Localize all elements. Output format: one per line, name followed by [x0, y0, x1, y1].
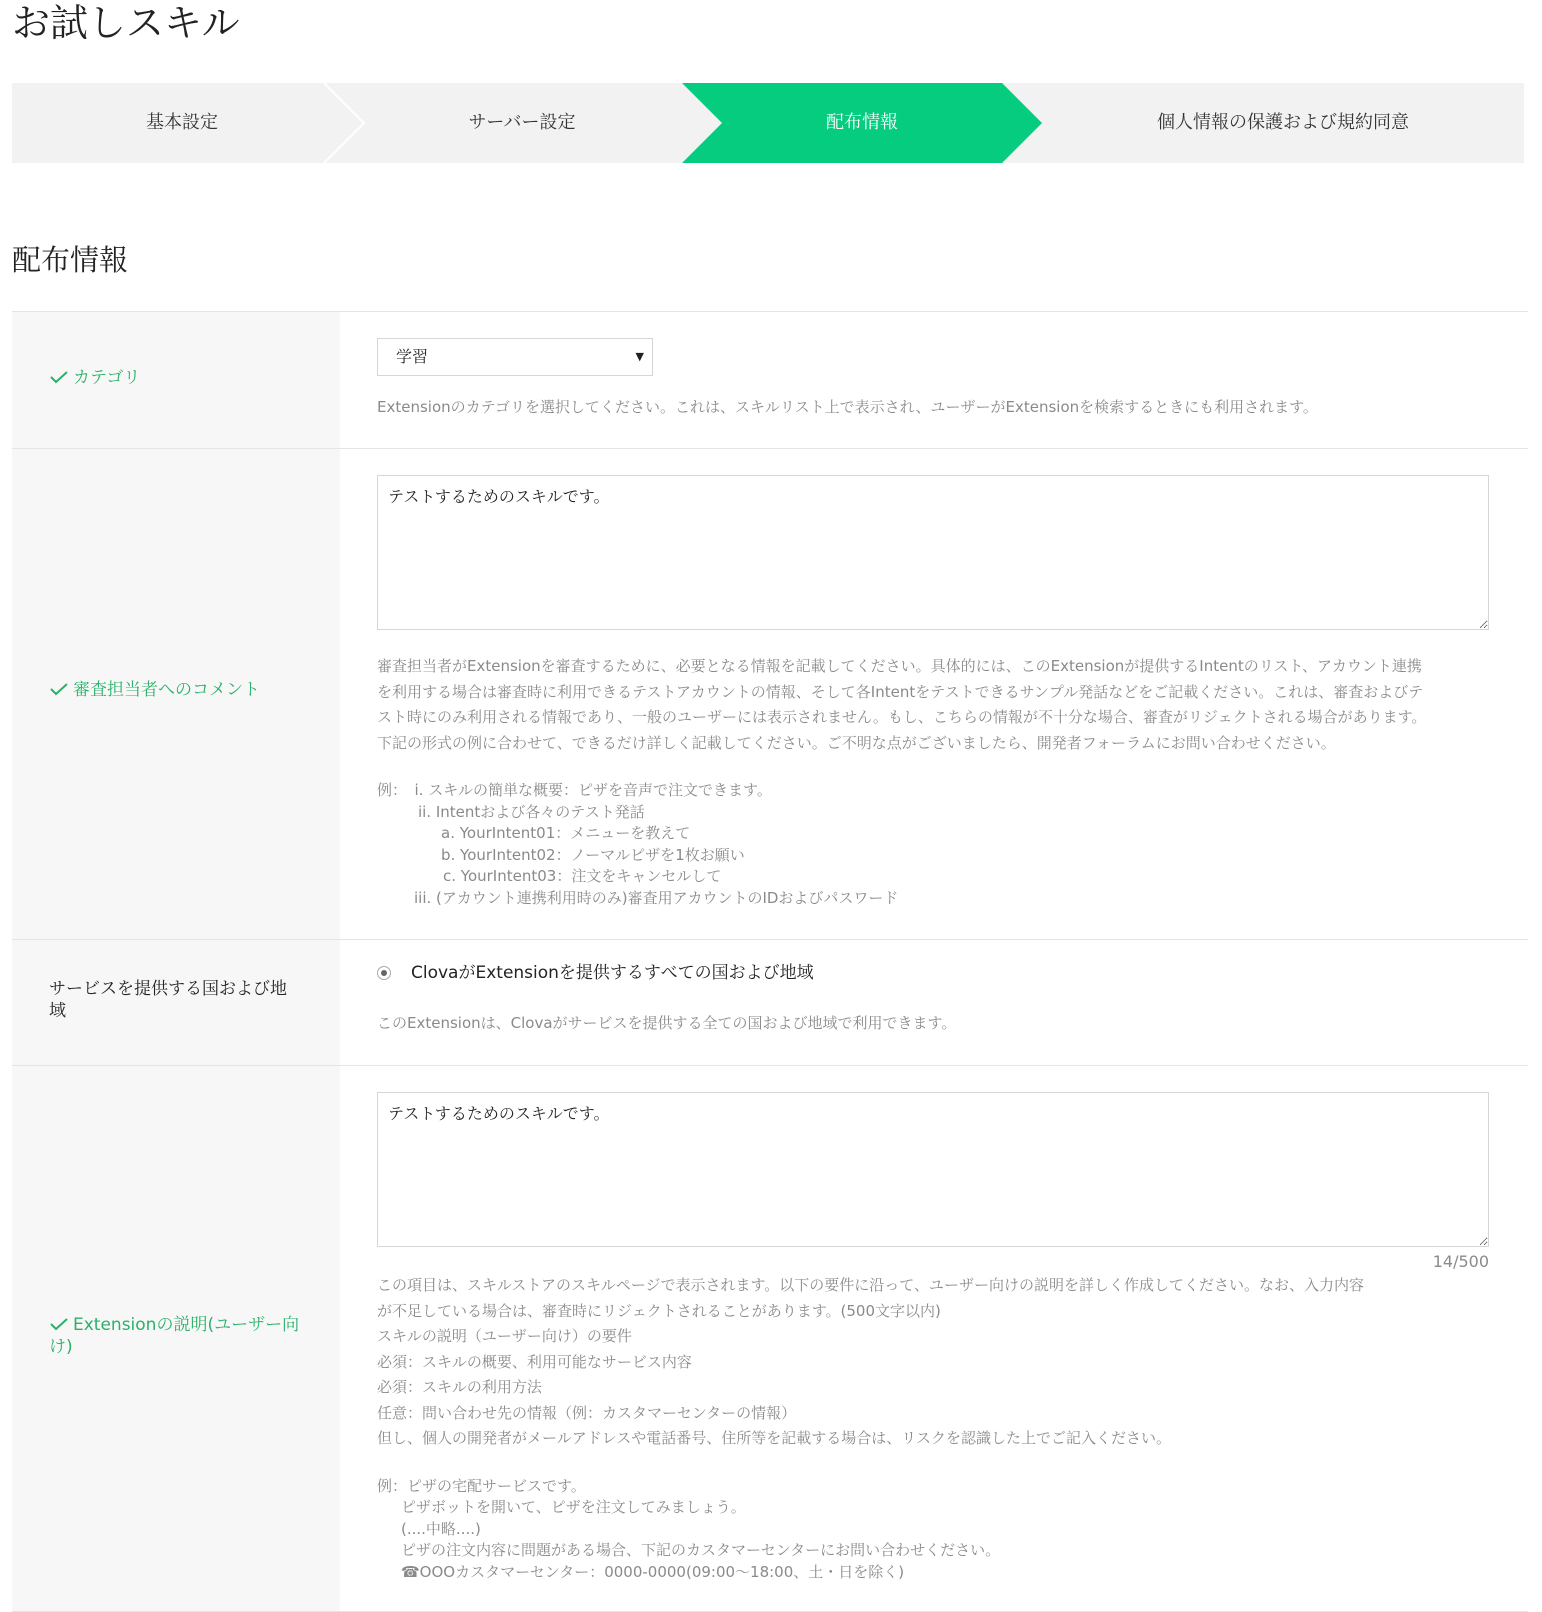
reviewer-comment-label-text: 審査担当者へのコメント	[73, 680, 260, 700]
description-label	[49, 1314, 310, 1358]
label-column	[12, 940, 340, 1065]
help-line: を利用する場合は審査時に利用できるテストアカウントの情報、そして各Intentをテストできるサンプル発話などをご記載ください。これは、審査およびテ	[377, 682, 1424, 701]
check-icon	[49, 370, 69, 384]
help-line: 必須：スキルの利用方法	[377, 1378, 542, 1396]
step-distribution-info[interactable]: 配布情報	[826, 112, 898, 133]
example-line: ピザの注文内容に問題がある場合、下記のカスタマーセンターにお問い合わせください。	[401, 1541, 1001, 1559]
example-line: c. YourIntent03：注文をキャンセルして	[443, 867, 722, 885]
help-line: が不足している場合は、審査時にリジェクトされることがあります。(500文字以内)	[377, 1301, 941, 1320]
category-label-text: カテゴリ	[73, 368, 141, 388]
category-content	[340, 312, 1528, 448]
help-line: スキルの説明（ユーザー向け）の要件	[377, 1327, 632, 1345]
example-line: 例： i. スキルの簡単な概要：ピザを音声で注文できます。	[377, 781, 772, 799]
category-label	[49, 367, 310, 389]
label-column	[12, 449, 340, 939]
description-content	[340, 1066, 1528, 1611]
category-row	[12, 312, 1528, 449]
reviewer-comment-help	[377, 654, 1528, 756]
radio-selected-icon[interactable]	[377, 966, 391, 980]
reviewer-comment-example	[377, 780, 1528, 909]
example-line: ☎OOOカスタマーセンター：0000-0000(09:00～18:00、土・日を除く)	[401, 1562, 905, 1581]
example-line: ii. Intentおよび各々のテスト発話	[418, 802, 645, 821]
step-privacy-agreement[interactable]: 個人情報の保護および規約同意	[1157, 112, 1409, 133]
help-line: 但し、個人の開発者がメールアドレスや電話番号、住所等を記載する場合は、リスクを認識した上でご記入ください。	[377, 1429, 1171, 1447]
reviewer-comment-label	[49, 679, 310, 701]
label-column	[12, 1066, 340, 1611]
section-title: 配布情報	[12, 243, 129, 277]
distribution-form	[12, 311, 1528, 1612]
reviewer-comment-row	[12, 449, 1528, 940]
region-row	[12, 940, 1528, 1066]
region-option[interactable]	[377, 961, 814, 985]
region-content	[340, 940, 1528, 1065]
description-example	[377, 1476, 1528, 1584]
example-line: iii. (アカウント連携利用時のみ)審査用アカウントのIDおよびパスワード	[414, 888, 899, 907]
example-line: a. YourIntent01：メニューを教えて	[441, 824, 691, 842]
description-textarea[interactable]	[377, 1092, 1489, 1247]
step-server-settings[interactable]: サーバー設定	[468, 112, 576, 133]
reviewer-comment-textarea[interactable]	[377, 475, 1489, 630]
help-line: 任意：問い合わせ先の情報（例：カスタマーセンターの情報）	[377, 1403, 797, 1422]
example-line: 例：ピザの宅配サービスです。	[377, 1476, 586, 1495]
step-basic-settings[interactable]: 基本設定	[146, 112, 218, 133]
help-line: スト時にのみ利用される情報であり、一般のユーザーには表示されません。もし、こちらの情報が不十分な場合、審査がリジェクトされる場合があります。	[377, 708, 1427, 726]
progress-stepper	[12, 83, 1524, 163]
region-option-label: ClovaがExtensionを提供するすべての国および地域	[411, 963, 814, 983]
help-line: 審査担当者がExtensionを審査するために、必要となる情報を記載してください。具体的には、このExtensionが提供するIntentのリスト、アカウント連携	[377, 657, 1422, 675]
example-line: ピザボットを開いて、ピザを注文してみましょう。	[401, 1498, 746, 1516]
label-column	[12, 312, 340, 448]
help-line: 必須：スキルの概要、利用可能なサービス内容	[377, 1352, 692, 1371]
page-title: お試しスキル	[12, 1, 240, 45]
region-label: サービスを提供する国および地域	[49, 979, 287, 1021]
character-counter: 14/500	[1432, 1252, 1489, 1271]
help-line: この項目は、スキルストアのスキルページで表示されます。以下の要件に沿って、ユーザー向けの説明を詳しく作成してください。なお、入力内容	[377, 1276, 1365, 1294]
check-icon	[49, 682, 69, 696]
example-line: (....中略....)	[401, 1519, 481, 1538]
reviewer-comment-content	[340, 449, 1528, 939]
category-selected-value: 学習	[396, 347, 429, 366]
dropdown-arrow-icon: ▼	[635, 350, 644, 363]
category-help: Extensionのカテゴリを選択してください。これは、スキルリスト上で表示され、ユーザーがExtensionを検索するときにも利用されます。	[377, 398, 1318, 416]
category-select[interactable]	[377, 338, 653, 376]
region-help: このExtensionは、Clovaがサービスを提供する全ての国および地域で利用できます。	[377, 1014, 957, 1032]
check-icon	[49, 1317, 69, 1331]
example-line: b. YourIntent02：ノーマルピザを1枚お願い	[441, 845, 745, 864]
help-line: 下記の形式の例に合わせて、できるだけ詳しく記載してください。ご不明な点がございましたら、開発者フォーラムにお問い合わせください。	[377, 733, 1336, 752]
description-row	[12, 1066, 1528, 1612]
description-help	[377, 1273, 1528, 1452]
description-label-text: Extensionの説明(ユーザー向け)	[49, 1315, 300, 1357]
